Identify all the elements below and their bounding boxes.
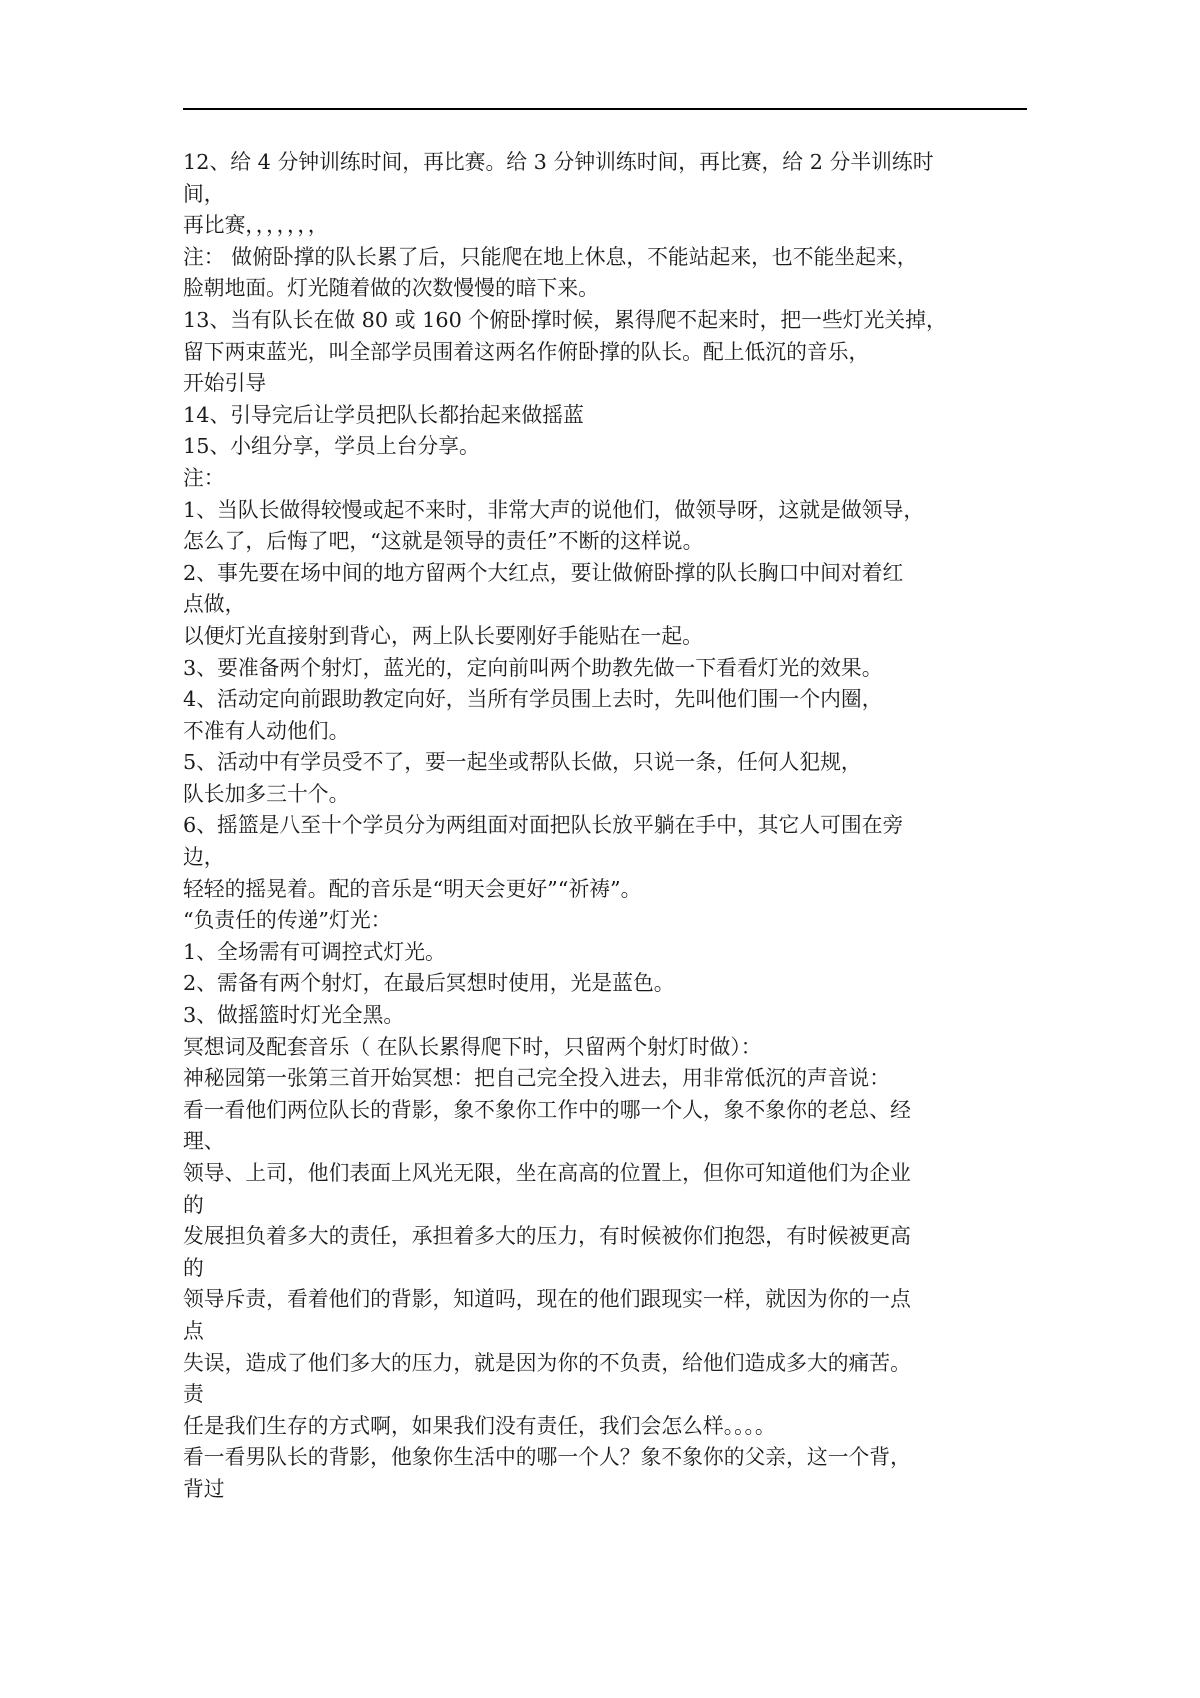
text-line: 失误，造成了他们多大的压力，就是因为你的不负责，给他们造成多大的痛苦。 [183, 1350, 911, 1375]
text-line: 以便灯光直接射到背心，两上队长要刚好手能贴在一起。 [183, 623, 703, 648]
text-line: 的 [183, 1255, 204, 1280]
text-line: 3、要准备两个射灯，蓝光的，定向前叫两个助教先做一下看看灯光的效果。 [183, 655, 883, 680]
text-line: 间， [183, 181, 225, 206]
text-line: 点做， [183, 592, 246, 617]
text-line: 看一看男队长的背影，他象你生活中的哪一个人？象不象你的父亲，这一个背， [183, 1445, 911, 1470]
text-line: 14、引导完后让学员把队长都抬起来做摇蓝 [183, 402, 584, 427]
text-line: 注： [183, 465, 225, 490]
text-line: “负责任的传递”灯光： [183, 908, 392, 933]
text-line: 发展担负着多大的责任，承担着多大的压力，有时候被你们抱怨，有时候被更高 [183, 1224, 911, 1249]
text-line: 再比赛，，，，，，， [183, 213, 329, 238]
text-line: 3、做摇篮时灯光全黑。 [183, 1003, 405, 1028]
text-line: 6、摇篮是八至十个学员分为两组面对面把队长放平躺在手中，其它人可围在旁 [183, 813, 904, 838]
text-line: 2、需备有两个射灯，在最后冥想时使用，光是蓝色。 [183, 971, 675, 996]
text-line: 4、活动定向前跟助教定向好，当所有学员围上去时，先叫他们围一个内圈， [183, 687, 883, 712]
text-line: 5、活动中有学员受不了，要一起坐或帮队长做，只说一条，任何人犯规， [183, 750, 862, 775]
text-line: 怎么了，后悔了吧，“这就是领导的责任”不断的这样说。 [183, 529, 704, 554]
text-line: 任是我们生存的方式啊，如果我们没有责任，我们会怎么样。。。。 [183, 1413, 776, 1438]
text-line: 1、全场需有可调控式灯光。 [183, 939, 446, 964]
text-line: 队长加多三十个。 [183, 781, 350, 806]
text-line: 开始引导 [183, 371, 267, 396]
text-line: 脸朝地面。灯光随着做的次数慢慢的暗下来。 [183, 276, 599, 301]
text-line: 领导斥责，看着他们的背影，知道吗，现在的他们跟现实一样，就因为你的一点 [183, 1287, 911, 1312]
text-line: 12、给 4 分钟训练时间，再比赛。给 3 分钟训练时间，再比赛，给 2 分半训练时 [183, 150, 934, 174]
text-line: 2、事先要在场中间的地方留两个大红点，要让做俯卧撑的队长胸口中间对着红 [183, 560, 904, 585]
text-line: 神秘园第一张第三首开始冥想：把自己完全投入进去，用非常低沉的声音说： [183, 1066, 891, 1091]
text-line: 13、当有队长在做 80 或 160 个俯卧撑时候，累得爬不起来时，把一些灯光关掉， [183, 307, 947, 332]
header-rule [183, 108, 1027, 110]
text-line: 责 [183, 1382, 204, 1407]
text-line: 点 [183, 1318, 204, 1343]
text-line: 理、 [183, 1129, 225, 1154]
text-line: 边， [183, 845, 225, 870]
text-line: 轻轻的摇晃着。配的音乐是“明天会更好”“祈祷”。 [183, 876, 642, 901]
text-line: 领导、上司，他们表面上风光无限，坐在高高的位置上，但你可知道他们为企业 [183, 1161, 911, 1185]
text-line: 冥想词及配套音乐（ 在队长累得爬下时，只留两个射灯时做）： [183, 1034, 762, 1059]
text-line: 背过 [183, 1476, 225, 1501]
text-line: 不准有人动他们。 [183, 718, 350, 743]
text-line: 15、小组分享，学员上台分享。 [183, 434, 480, 459]
text-line: 1、当队长做得较慢或起不来时，非常大声的说他们，做领导呀，这就是做领导， [183, 497, 925, 522]
text-line: 注： 做俯卧撑的队长累了后，只能爬在地上休息，不能站起来，也不能坐起来， [183, 244, 918, 269]
text-line: 看一看他们两位队长的背影，象不象你工作中的哪一个人，象不象你的老总、经 [183, 1097, 911, 1122]
text-line: 的 [183, 1192, 204, 1217]
document-body [183, 147, 1033, 1506]
text-line: 留下两束蓝光，叫全部学员围着这两名作俯卧撑的队长。配上低沉的音乐， [183, 339, 870, 364]
